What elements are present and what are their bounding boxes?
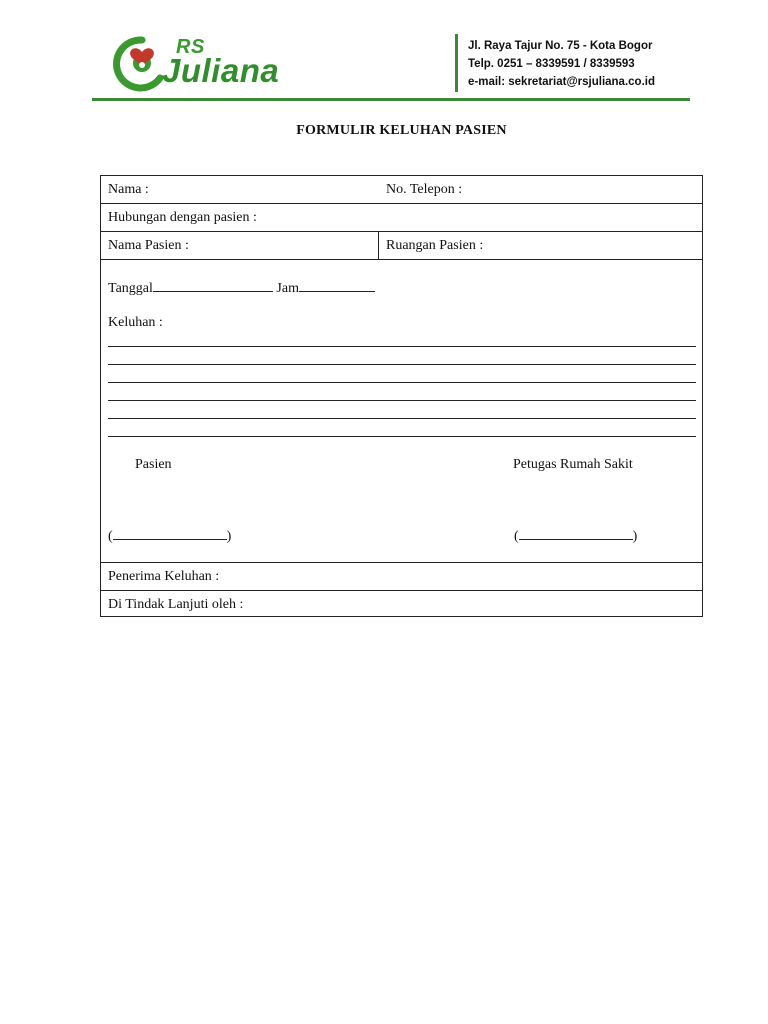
phone-text: Telp. 0251 – 8339591 / 8339593 [468, 58, 635, 70]
petugas-signature-blank[interactable] [519, 525, 633, 540]
tanggal-jam-line [108, 277, 375, 298]
jam-input[interactable] [299, 277, 375, 292]
pasien-signature-field[interactable] [108, 525, 231, 546]
bracket-open: ( [108, 529, 113, 544]
email-text: e-mail: sekretariat@rsjuliana.co.id [468, 76, 655, 88]
form-row-complaint [101, 260, 702, 563]
keluhan-line[interactable] [108, 418, 696, 419]
logo-name-text: Juliana [162, 52, 280, 89]
telepon-field[interactable] [379, 176, 704, 203]
form-row-tindak-lanjut [101, 591, 702, 618]
nama-pasien-field[interactable] [101, 232, 378, 259]
keluhan-line[interactable] [108, 382, 696, 383]
penerima-field[interactable] [101, 563, 702, 590]
form-row-contact [101, 176, 702, 204]
bracket-close: ) [226, 529, 232, 544]
tanggal-input[interactable] [153, 277, 273, 292]
bracket-open: ( [514, 529, 519, 544]
keluhan-line[interactable] [108, 400, 696, 401]
keluhan-line[interactable] [108, 346, 696, 347]
pasien-signature-blank[interactable] [113, 525, 227, 540]
nama-field[interactable] [101, 176, 379, 203]
pasien-signature-label: Pasien [135, 457, 172, 472]
header-rule [92, 98, 690, 101]
tindak-lanjut-field[interactable] [101, 591, 702, 618]
ruangan-field[interactable] [379, 232, 704, 259]
ruangan-label: Ruangan Pasien : [386, 238, 484, 253]
bracket-close: ) [632, 529, 638, 544]
logo-rs-text: RS [176, 36, 205, 58]
form-row-patient [101, 232, 702, 260]
nama-label: Nama : [108, 182, 149, 197]
jam-label: Jam [276, 281, 299, 296]
form-row-penerima [101, 563, 702, 591]
petugas-signature-label: Petugas Rumah Sakit [513, 457, 633, 472]
tindak-lanjut-label: Di Tindak Lanjuti oleh : [108, 597, 244, 612]
keluhan-line[interactable] [108, 436, 696, 437]
nama-pasien-label: Nama Pasien : [108, 238, 189, 253]
address-text: Jl. Raya Tajur No. 75 - Kota Bogor [468, 40, 653, 52]
petugas-signature-field[interactable] [514, 525, 637, 546]
form-title: FORMULIR KELUHAN PASIEN [296, 123, 507, 138]
contact-block [468, 37, 655, 91]
complaint-form [100, 175, 703, 617]
header-vertical-divider [455, 34, 458, 92]
tanggal-label: Tanggal [108, 281, 153, 296]
keluhan-line[interactable] [108, 364, 696, 365]
form-row-hubungan [101, 204, 702, 232]
hubungan-field[interactable] [101, 204, 702, 231]
hospital-logo [112, 32, 292, 94]
penerima-label: Penerima Keluhan : [108, 569, 220, 584]
telepon-label: No. Telepon : [386, 182, 463, 197]
keluhan-label: Keluhan : [108, 315, 163, 330]
hubungan-label: Hubungan dengan pasien : [108, 210, 257, 225]
